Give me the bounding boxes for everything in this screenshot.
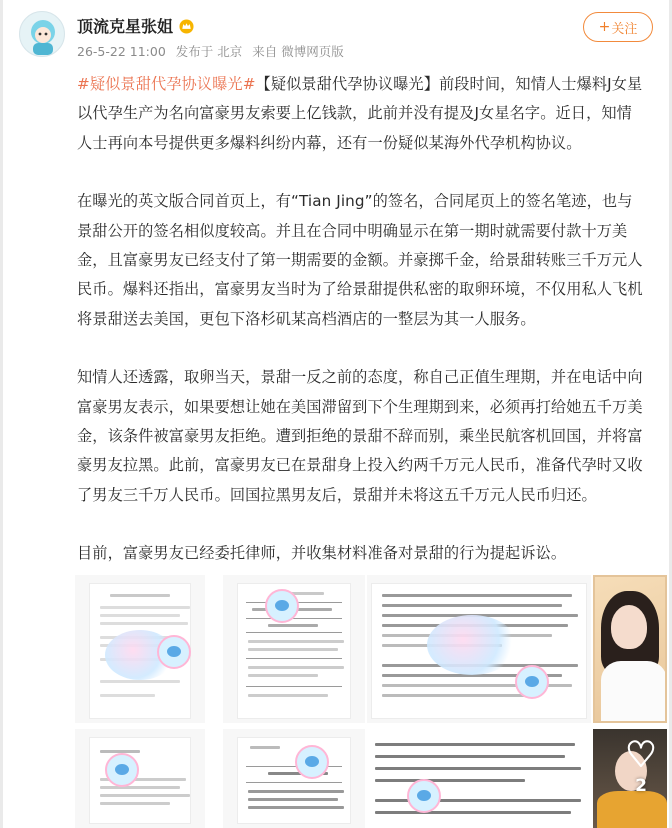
post-date[interactable]: 26-5-22 11:00 [77,44,166,59]
watermark [427,615,517,675]
plus-icon: + [598,19,611,35]
watermark-sticker-icon [407,779,441,813]
follow-button[interactable] [583,12,653,42]
post-meta [77,42,350,60]
watermark-sticker-icon [265,589,299,623]
watermark-sticker-icon [295,745,329,779]
crown-badge-icon [179,19,194,34]
heart-outline-icon: ♥ [625,735,657,775]
author-name[interactable] [77,14,194,37]
contract-image-2[interactable] [223,575,365,723]
post-source: 来自 微博网页版 [252,44,344,59]
contract-image-5[interactable] [223,729,365,828]
watermark-sticker-icon [157,635,191,669]
paragraph-1-text: 【疑似景甜代孕协议曝光】前段时间，知情人士爆料J女星以代孕生产为名向富豪男友索要上亿钱款，此前并没有提及J女星名字。近日，知情人士再向本号提供更多爆料纠纷内幕，还有一份疑似某海外代孕机构协议。 [77,75,643,152]
paragraph-4: 目前，富豪男友已经委托律师，并收集材料准备对景甜的行为提起诉讼。 [77,544,567,563]
post-location: 发布于 北京 [175,44,243,59]
like-badge[interactable] [617,735,665,805]
author-name-text[interactable]: 顶流克星张姐 [77,17,174,36]
portrait-image-2[interactable] [593,729,667,828]
contract-page [237,737,351,824]
paragraph-3: 知情人还透露，取卵当天，景甜一反之前的态度，称自己正值生理期，并在电话中向富豪男友表示，如果要想让她在美国滞留到下个生理期到来，必须再打给她五千万美金，该条件被富豪男友拒绝。遭到拒绝的景甜不辞而别，乘坐民航客机回国，并将富豪男友拉黑。此前，富豪男友已在景甜身上投入约两千万元人民币，准备代孕时又收了男友三千万人民币。回国拉黑男友后，景甜并未将这五千万元人民币归还。 [77,368,643,504]
post-header [17,8,667,66]
post-content [77,70,645,598]
contract-page [89,737,191,824]
watermark-sticker-icon [515,665,549,699]
portrait-image-1[interactable] [593,575,667,723]
contract-image-6[interactable] [367,729,591,828]
paragraph-2: 在曝光的英文版合同首页上，有“Tian Jing”的签名，合同尾页上的签名笔迹，也与景甜公开的签名相似度较高。并且在合同中明确显示在第一期时就需要付款十万美金，且富豪男友已经支付了第一期需要的金额。并豪掷千金，给景甜转账三千万元人民币。爆料还指出，富豪男友当时为了给景甜提供私密的取卵环境，不仅用私人飞机将景甜送去美国，更包下洛杉矶某高档酒店的一整层为其一人服务。 [77,192,643,328]
like-count: 2 [635,776,647,796]
photo-detail [601,661,667,723]
paragraph-1 [77,70,645,158]
image-grid [75,575,667,828]
hashtag-link[interactable]: #疑似景甜代孕协议曝光# [77,75,256,93]
contract-image-4[interactable] [75,729,205,828]
avatar-cartoon-icon [20,12,65,57]
photo-detail [611,605,647,649]
contract-image-1[interactable] [75,575,205,723]
follow-button-label: 关注 [611,21,638,37]
contract-image-3[interactable] [367,575,591,723]
watermark-sticker-icon [105,753,139,787]
avatar[interactable] [19,11,65,57]
